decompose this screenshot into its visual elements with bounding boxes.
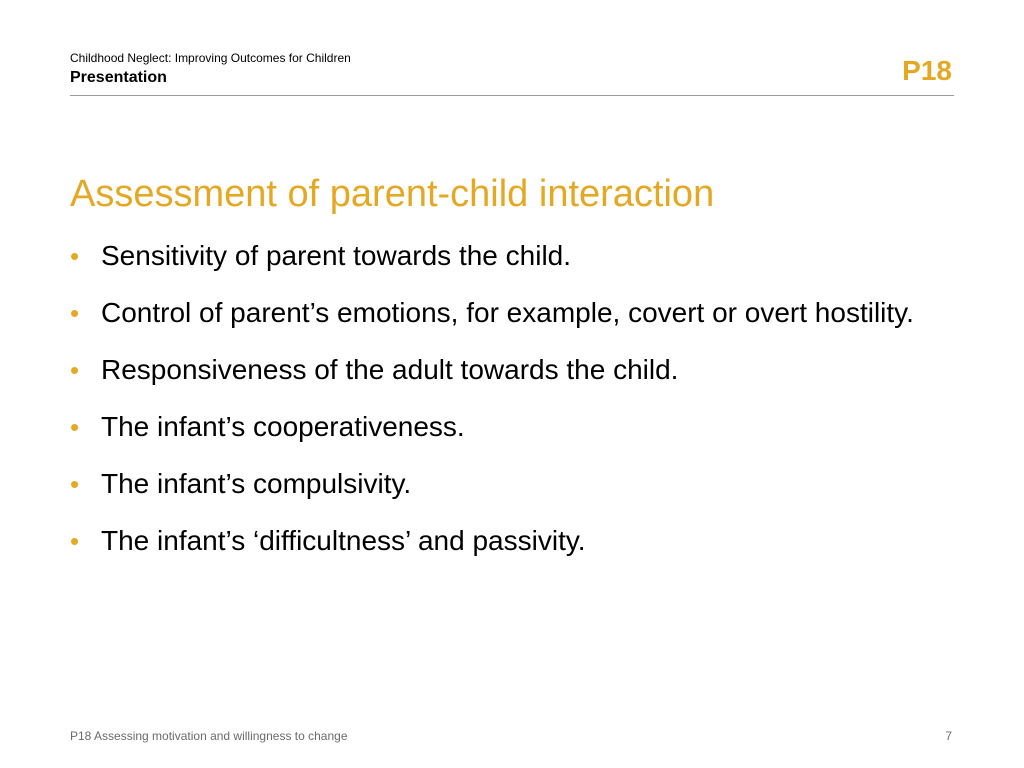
bullet-text: The infant’s cooperativeness. [101, 411, 465, 442]
bullet-text: Control of parent’s emotions, for example, covert or overt hostility. [101, 297, 914, 328]
module-code: P18 [902, 55, 952, 86]
bullet-item [70, 352, 930, 388]
bullet-icon: • [70, 412, 80, 442]
bullet-item [70, 295, 930, 331]
bullet-item [70, 523, 930, 559]
bullet-icon: • [70, 298, 80, 328]
bullet-icon: • [70, 526, 80, 556]
page-number: 7 [945, 729, 952, 743]
header-divider [70, 95, 954, 96]
bullet-item [70, 409, 930, 445]
bullet-item [70, 466, 930, 502]
bullet-item [70, 238, 930, 274]
bullet-icon: • [70, 355, 80, 385]
bullet-icon: • [70, 241, 80, 271]
bullet-icon: • [70, 469, 80, 499]
bullet-text: The infant’s compulsivity. [101, 468, 412, 499]
bullet-text: Sensitivity of parent towards the child. [101, 240, 572, 271]
bullet-text: Responsiveness of the adult towards the child. [101, 354, 679, 385]
slide-title: Assessment of parent-child interaction [70, 173, 715, 215]
header-title: Presentation [70, 69, 167, 86]
bullet-list [70, 238, 930, 580]
header-subtitle: Childhood Neglect: Improving Outcomes for Children [70, 51, 351, 65]
bullet-text: The infant’s ‘difficultness’ and passivity. [101, 525, 586, 556]
footer-text: P18 Assessing motivation and willingness to change [70, 729, 348, 743]
